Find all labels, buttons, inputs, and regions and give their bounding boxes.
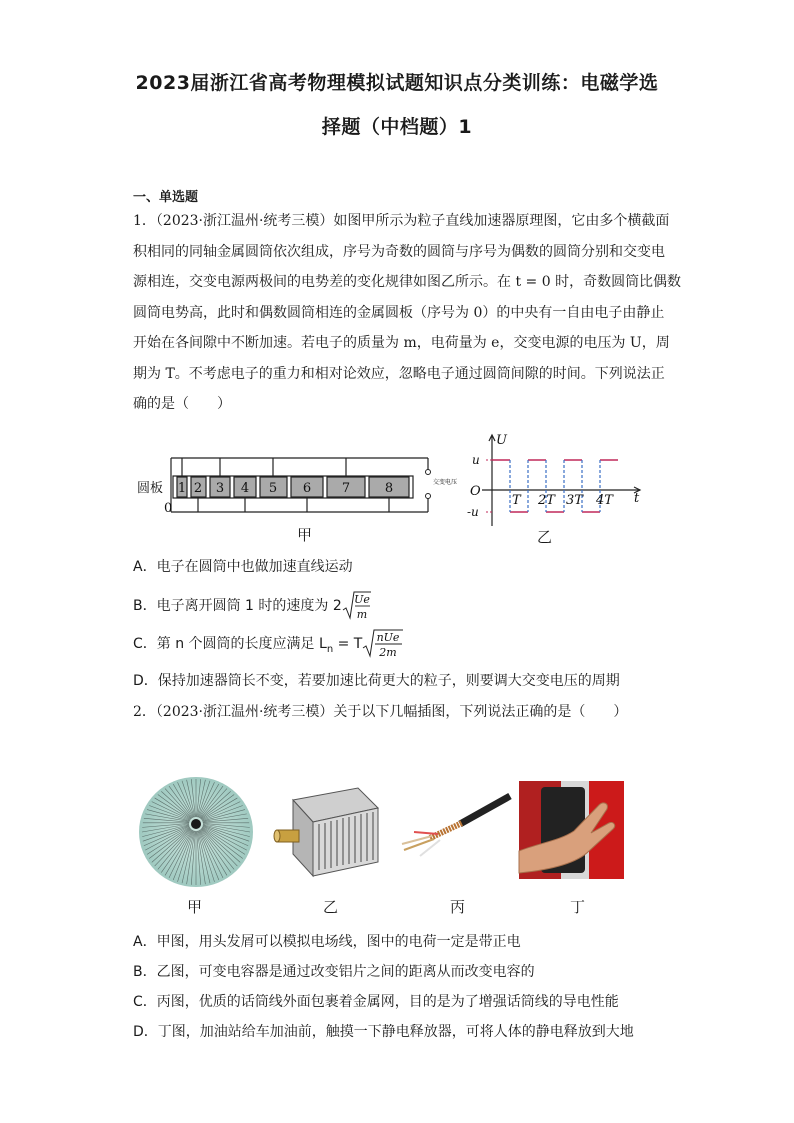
origin-label: O (470, 484, 481, 499)
image-caption-bing: 丙 (450, 898, 466, 916)
section-heading: 一、单选题 (133, 190, 199, 205)
question-2-stem: 2．（2023·浙江温州·统考三模）关于以下几幅插图，下列说法正确的是（ ） (133, 704, 628, 720)
source-label: 交变电压 (433, 479, 458, 486)
tick-label: 4T (596, 493, 613, 508)
tube-label: 7 (341, 481, 351, 496)
q1-line: 积相同的同轴金属圆筒依次组成，序号为奇数的圆筒与序号为偶数的圆筒分别和交变电 (133, 243, 665, 260)
q1-line: 源相连，交变电源两极间的电势差的变化规律如图乙所示。在 t = 0 时，奇数圆筒比偶数 (133, 274, 682, 290)
tube-label: 5 (268, 481, 278, 496)
q1-line: 开始在各间隙中不断加速。若电子的质量为 m，电荷量为 e，交变电源的电压为 U，周 (133, 335, 670, 351)
q2-option-d: D．丁图，加油站给车加油前，触摸一下静电释放器，可将人体的静电释放到大地 (133, 1024, 634, 1040)
q1-option-b-text: B．电子离开圆筒 1 时的速度为 2 (133, 598, 342, 614)
static-discharger-image (519, 781, 624, 879)
sqrt-numerator: nUe (376, 631, 400, 644)
q1-option-b (133, 590, 372, 622)
image-caption-jia: 甲 (187, 898, 203, 916)
field-lines-image (137, 776, 255, 888)
q1-option-c-text: C．第 n 个圆筒的长度应满足 L (133, 636, 327, 652)
shielded-cable-image (400, 786, 512, 860)
tick-label: 2T (538, 493, 555, 508)
tube-label: 2 (193, 481, 203, 496)
image-caption-yi: 乙 (323, 898, 339, 916)
tube-label: 6 (302, 481, 312, 496)
q2-option-c: C．丙图，优质的话筒线外面包裹着金属网，目的是为了增强话筒线的导电性能 (133, 994, 619, 1010)
sqrt-expression-b (342, 590, 372, 622)
tick-label: T (512, 493, 521, 508)
q1-option-d: D．保持加速器筒长不变，若要加速比荷更大的粒子，则要调大交变电压的周期 (133, 673, 620, 689)
q1-line: 确的是（ ） (133, 396, 231, 412)
tube-label: 1 (177, 481, 187, 496)
plate-label: 圆板 (137, 481, 164, 496)
figure-caption-yi: 乙 (537, 528, 553, 546)
q1-line: 1．（2023·浙江温州·统考三模）如图甲所示为粒子直线加速器原理图，它由多个横截面 (133, 213, 670, 229)
square-wave-graph (462, 430, 647, 528)
q1-option-c-sub: n (326, 643, 334, 655)
sqrt-denominator: m (356, 608, 367, 621)
x-axis-label: t (634, 491, 640, 506)
question-1-stem (133, 206, 682, 420)
variable-capacitor-image (273, 780, 383, 884)
y-axis-label: U (496, 433, 507, 448)
tick-label: 3T (566, 493, 583, 508)
u-neg-label: -u (467, 505, 479, 519)
q1-option-c-eq: = T (333, 636, 363, 652)
tube-label: 4 (240, 481, 250, 496)
q2-option-a: A．甲图，用头发屑可以模拟电场线，图中的电荷一定是带正电 (133, 934, 521, 950)
u-pos-label: u (472, 453, 480, 467)
plate-zero-label: 0 (164, 501, 173, 516)
q1-option-c (133, 628, 404, 660)
figure-caption-jia: 甲 (297, 526, 313, 544)
sqrt-expression-c (362, 628, 404, 660)
image-caption-ding: 丁 (570, 898, 586, 916)
doc-title-line2: 择题（中档题）1 (321, 116, 473, 138)
accelerator-diagram (133, 448, 458, 518)
tube-label: 3 (215, 481, 225, 496)
q2-option-b: B．乙图，可变电容器是通过改变铝片之间的距离从而改变电容的 (133, 964, 535, 980)
sqrt-numerator: Ue (353, 593, 370, 606)
tube-label: 8 (384, 481, 394, 496)
q1-line: 期为 T。不考虑电子的重力和相对论效应，忽略电子通过圆筒间隙的时间。下列说法正 (133, 365, 665, 382)
sqrt-denominator: 2m (379, 646, 398, 659)
q1-option-a: A．电子在圆筒中也做加速直线运动 (133, 559, 353, 575)
doc-title-line1: 2023届浙江省高考物理模拟试题知识点分类训练：电磁学选 (135, 72, 659, 94)
q1-line: 圆筒电势高，此时和偶数圆筒相连的金属圆板（序号为 0）的中央有一自由电子由静止 (133, 304, 665, 321)
